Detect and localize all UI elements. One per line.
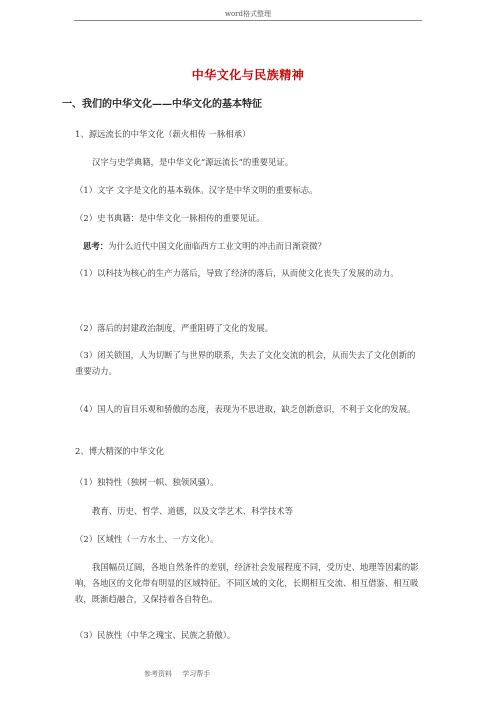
list-item-text-2: （2）史书典籍：是中华文化一脉相传的重要见证。 <box>75 213 265 223</box>
page-header: word格式整理 <box>224 10 272 18</box>
think-text: 为什么近代中国文化面临西方工业文明的冲击而日渐衰微？ <box>108 241 326 251</box>
header-divider <box>74 20 422 21</box>
think-question <box>83 239 429 253</box>
trait-2: （2）区域性（一方水土、一方文化）。 <box>75 534 219 544</box>
section-heading-1: 一、我们的中华文化——中华文化的基本特征 <box>62 99 262 110</box>
document-title: 中华文化与民族精神 <box>191 68 305 82</box>
reason-1: （1）以科技为核心的生产力落后，导致了经济的落后，从而使文化丧失了发展的动力。 <box>75 268 399 278</box>
subsection-heading-2: 2、博大精深的中华文化 <box>75 446 165 456</box>
subsection-heading-1: 1、源远流长的中华文化（薪火相传 一脉相承） <box>75 129 251 139</box>
paragraph-1: 汉字与史学典籍，是中华文化“源远流长”的重要见证。 <box>92 157 294 167</box>
trait-1-description: 教育、历史、哲学、道德，以及文学艺术、科学技术等 <box>92 506 293 516</box>
page-footer: 参考资料 学习帮手 <box>144 670 211 678</box>
trait-1: （1）独特性（独树一帜、独领风骚）。 <box>75 477 219 487</box>
list-item-text-1: （1）文字 文字是文化的基本载体。汉字是中华文明的重要标志。 <box>75 185 318 195</box>
reason-4: （4）国人的盲目乐观和骄傲的态度，表现为不思进取，缺乏创新意识，不利于文化的发展。 <box>75 404 416 414</box>
reason-3: （3）闭关锁国，人为切断了与世界的联系，失去了文化交流的机会，从而失去了文化创新的重要动力。 <box>75 350 416 376</box>
reason-2: （2）落后的封建政治制度，严重阻碍了文化的发展。 <box>75 323 273 333</box>
trait-2-description: 我国幅员辽阔，各地自然条件的差别，经济社会发展程度不同，受历史、地理等因素的影响，各地区的文化带有明显的区域特征。不同区域的文化，长期相互交流、相互借鉴、相互吸收，既渐趋融合，又保持着各自特色。 <box>75 562 419 604</box>
trait-3: （3）民族性（中华之瑰宝、民族之骄傲）。 <box>75 630 236 640</box>
think-label: 思考： <box>83 241 109 251</box>
